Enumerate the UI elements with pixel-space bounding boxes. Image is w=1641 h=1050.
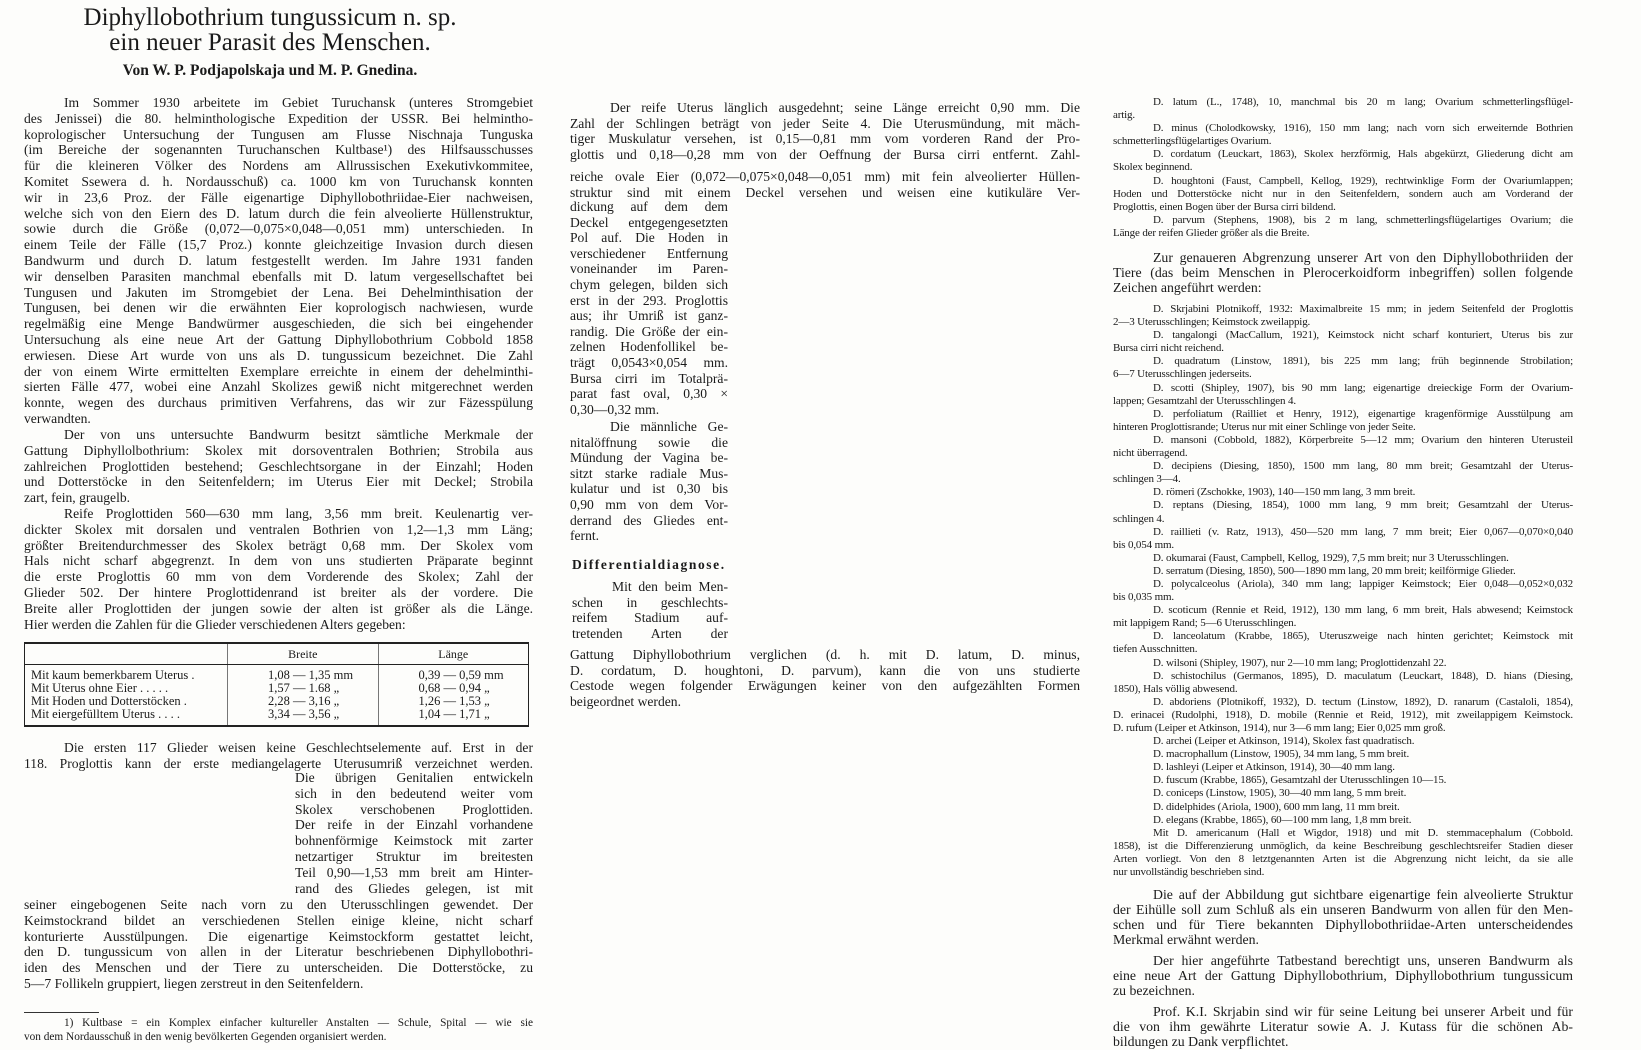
text-line: verschiedener Entfernung — [570, 245, 728, 261]
text-line: erst in der 293. Proglottis — [570, 292, 728, 308]
text-line: Bursa cirri im Totalprä- — [570, 370, 728, 386]
species-entry — [1113, 552, 1573, 565]
paragraph-genital-elements-narrow — [295, 770, 533, 896]
paragraph-comparison — [570, 647, 1080, 709]
text-line: tretenden Arten der — [572, 625, 728, 641]
text-line: wir denselben Parasiten manchmal ebenfalls mit D. latum vergesellschaftet bei — [24, 268, 533, 284]
species-entry — [1113, 434, 1573, 460]
text-line: nitalöffnung sowie die — [570, 434, 728, 450]
species-list-animals — [1113, 303, 1573, 879]
species-entry — [1113, 122, 1573, 148]
text-line: Die auf der Abbildung gut sichtbare eigenartige fein alveolierte Struktur — [1153, 887, 1573, 902]
paragraph-genus-characteristics — [24, 427, 533, 506]
row-label: Mit Hoden und Dotterstöcken . — [31, 694, 187, 708]
text-line: der von einem Wirte ermittelten Exemplare erreichte in einem der dehelminthi- — [24, 363, 533, 379]
laenge-value: 1,26 — 1,53 „ — [378, 695, 529, 708]
paragraph-comparison-narrow — [572, 579, 728, 641]
species-entry — [1113, 630, 1573, 656]
text-line: schlingen 3—4. — [1113, 473, 1181, 486]
measurements-table — [24, 642, 529, 727]
text-line: D. fuscum (Krabbe, 1865), Gesamtzahl der Uterusschlingen 10—15. — [1153, 774, 1447, 787]
measurements-table-wrapper — [24, 642, 529, 727]
text-line: 0,30—0,32 mm. — [570, 401, 660, 417]
text-line: sitzt starke radiale Mus- — [570, 465, 728, 481]
text-line: D. polycalceolus (Ariola), 340 mm lang; lappiger Keimstock; Eier 0,048—0,052×0,032 — [1153, 577, 1573, 590]
text-line: fernt. — [570, 528, 600, 544]
text-line: Hier werden die Zahlen für die Glieder verschiedenen Alters gegeben: — [24, 616, 406, 632]
text-line: D. cordatum (Leuckart, 1863), Skolex herzförmig, Hals abgekürzt, Gliederung dicht am — [1153, 148, 1573, 161]
text-line: 5—7 Follikeln gruppiert, liegen zerstreut in den Seitenfeldern. — [24, 975, 364, 991]
text-line: Reife Proglottiden 560—630 mm lang, 3,56 mm breit. Keulenartig ver- — [64, 506, 533, 521]
text-line: einem Teile der Fälle (15,7 Proz.) konnte gleichzeitige Invasion durch diesen — [24, 237, 533, 253]
text-line: reifem Stadium auf- — [572, 610, 728, 626]
paragraph-conclusion — [1113, 953, 1573, 998]
text-line: Cestode wegen folgender Erwägungen keiner von den aufgezählten Formen — [570, 678, 1080, 694]
text-line: Bandwurm und durch D. latum festgestellt werden. Im Jahre 1931 fanden — [24, 252, 533, 268]
text-line: kulatur und ist 0,30 bis — [570, 481, 728, 497]
species-entry — [1113, 499, 1573, 525]
text-line: Der reife in der Einzahl vorhandene — [295, 817, 533, 833]
text-line: 118. Proglottis kann der erste mediangelagerte Uterusumriß verzeichnet werden. — [24, 755, 533, 771]
text-line: parat fast oval, 0,30 × — [570, 386, 728, 402]
species-entry — [1113, 175, 1573, 214]
text-line: die von ihm gewährte Literatur sowie A. J. Kutass für die schönen Ab- — [1113, 1019, 1573, 1034]
footnote — [24, 1016, 533, 1044]
text-line: wir in 23,6 Proz. der Fälle eigenartige Diphyllobothriidae-Eier nachweisen, — [24, 189, 533, 205]
text-line: Arten vorliegt. Von den 8 letztgenannten Arten ist die Abgrenzung nicht leicht, da sie alle — [1113, 852, 1573, 865]
text-line: Tungusen und Jakuten im Stromgebiet der Lena. Bei Dehelminthisation der — [24, 284, 533, 300]
text-line: von dem Nordausschuß in den wenig bevölkerten Gegenden organisiert werden. — [24, 1031, 387, 1043]
text-line: und Dotterstöcke in den Seitenfeldern; im Uterus Eier mit Deckel; Strobila — [24, 474, 533, 490]
text-line: erwiesen. Diese Art wurde von uns als D. tungussicum bezeichnet. Die Zahl — [24, 347, 533, 363]
laenge-value: 0,68 — 0,94 „ — [378, 682, 529, 695]
text-line: Hals nicht scharf abgegrenzt. In dem von uns studierten Präparate beginnt — [24, 553, 533, 569]
text-line: struktur sind mit einem Deckel versehen und weisen eine kutikuläre Ver- — [570, 184, 1080, 200]
paragraph-delimitation — [1113, 250, 1573, 295]
text-line: derrand des Gliedes ent- — [570, 512, 728, 528]
text-line: Im Sommer 1930 arbeitete im Gebiet Turuchansk (unteres Stromgebiet — [64, 95, 533, 110]
text-line: D. lanceolatum (Krabbe, 1865), Uteruszweige nach hinten gerichtet; Keimstock mit — [1153, 630, 1573, 643]
text-line: hinteren Proglottisrande; Uterus nur mit einer Schlinge von jeder Seite. — [1113, 420, 1416, 433]
text-line: Teil 0,90—1,53 mm breit am Hinter- — [295, 864, 533, 880]
row-label: Mit eiergefülltem Uterus . . . . — [31, 707, 181, 721]
laenge-value: 1,04 — 1,71 „ — [378, 708, 529, 726]
text-line: bildungen zu Dank verpflichtet. — [1113, 1034, 1289, 1049]
species-entry — [1113, 148, 1573, 174]
text-line: Die ersten 117 Glieder weisen keine Geschlechtselemente auf. Erst in der — [64, 740, 533, 755]
text-line: D. römeri (Zschokke, 1903), 140—150 mm lang, 3 mm breit. — [1153, 486, 1416, 499]
paragraph-genital-elements — [24, 740, 533, 772]
text-line: artig. — [1113, 109, 1136, 122]
species-list-human — [1113, 96, 1573, 240]
text-line: regelmäßig eine Menge Bandwürmer ausgeschieden, die sich bei eingehender — [24, 316, 533, 332]
text-line: D. minus (Cholodkowsky, 1916), 150 mm lang; nach vorn sich erweiternde Bothrien — [1153, 122, 1573, 135]
species-entry — [1113, 735, 1573, 748]
text-line: D. latum (L., 1748), 10, manchmal bis 20 m lang; Ovarium schmetterlingsflügel- — [1153, 96, 1573, 108]
species-entry — [1113, 329, 1573, 355]
table-row — [25, 708, 529, 726]
text-line: zelnen Hodenfollikel be- — [570, 339, 728, 355]
text-line: bohnenförmige Keimstock mit zarter — [295, 833, 533, 849]
species-entry — [1113, 408, 1573, 434]
text-line: schmetterlingsflügelartiges Ovarium. — [1113, 135, 1272, 148]
breite-value: 1,57 — 1.68 „ — [228, 682, 379, 695]
text-line: D. cordatum, D. houghtoni, D. parvum), kann die von uns studierte — [570, 662, 1080, 678]
text-line: Der reife Uterus länglich ausgedehnt; seine Länge erreicht 0,90 mm. Die — [610, 100, 1080, 115]
text-line: D. coniceps (Linstow, 1905), 30—40 mm lang, 5 mm breit. — [1153, 787, 1407, 800]
species-entry — [1113, 814, 1573, 827]
species-entry — [1113, 303, 1573, 329]
text-line: D. archei (Leiper et Atkinson, 1914), Skolex fast quadratisch. — [1153, 735, 1415, 748]
text-line: zu bezeichnen. — [1113, 983, 1195, 998]
text-line: aus; ihr Umriß ist ganz- — [570, 308, 728, 324]
text-line: den D. tungussicum von allen in der Literatur beschriebenen Diphyllobothri- — [24, 944, 533, 960]
text-line: seiner eingebogenen Seite nach vorn zu den Uterusschlingen gewendet. Der — [24, 897, 533, 912]
species-entry — [1113, 526, 1573, 552]
text-line: D. lashleyi (Leiper et Atkinson, 1914), 30—40 mm lang. — [1153, 761, 1395, 774]
text-line: Mündung der Vagina be- — [570, 450, 728, 466]
text-line: konturierte Ausstülpungen. Die eigenartige Keimstockform gestattet leicht, — [24, 928, 533, 944]
text-line: D. wilsoni (Shipley, 1907), nur 2—10 mm lang; Proglottidenzahl 22. — [1153, 656, 1447, 669]
species-entry — [1113, 827, 1573, 879]
text-line: tiefen Ausschnitten. — [1113, 643, 1198, 656]
text-line: Zur genaueren Abgrenzung unserer Art von den Diphyllobothriiden der — [1153, 250, 1573, 265]
text-line: D. reptans (Diesing, 1854), 1000 mm lang, 9 mm breit; Gesamtzahl der Uterus- — [1153, 499, 1573, 512]
text-line: tiger Muskulatur versehen, ist 0,15—0,81 mm vom vorderen Rand der Pro- — [570, 131, 1080, 147]
species-entry — [1113, 604, 1573, 630]
species-entry — [1113, 761, 1573, 774]
text-line: der Eihülle soll zum Schluß als ein unseren Bandwurm von allen für den Men- — [1113, 902, 1573, 917]
text-line: D. raillieti (v. Ratz, 1913), 450—520 mm lang, 7 mm breit; Eier 0,067—0,070×0,040 — [1153, 525, 1573, 538]
text-line: D. rufum (Leiper et Atkinson, 1914), nur 3—6 mm lang; Eier 0,025 mm groß. — [1113, 722, 1446, 734]
text-line: D. tangalongi (MacCallum, 1921), Keimstock nicht scharf konturiert, Uterus bis zur — [1153, 329, 1573, 342]
species-entry — [1113, 355, 1573, 381]
text-line: bis 0,035 mm. — [1113, 591, 1174, 604]
text-line: glottis und 0,18—0,28 mm von der Oeffnung der Bursa cirri entfernt. Zahl- — [570, 146, 1080, 162]
text-line: D. didelphides (Ariola, 1900), 600 mm lang, 11 mm breit. — [1153, 800, 1400, 813]
species-entry — [1113, 696, 1573, 735]
paragraph-proglottid-measurements — [24, 506, 533, 632]
text-line: D. Skrjabini Plotnikoff, 1932: Maximalbreite 15 mm; in jedem Seitenfeld der Proglottis — [1153, 303, 1573, 315]
text-line: D. macrophallum (Linstow, 1905), 34 mm lang, 5 mm breit. — [1153, 748, 1410, 761]
text-line: des Jenissei) die 80. helminthologische Expedition der USSR. Bei helmintho- — [24, 110, 533, 126]
text-line: dickter Skolex mit dorsalen und ventralen Bothrien von 1,2—1,3 mm Läng; — [24, 521, 533, 537]
text-line: Tiere (das beim Menschen in Plerocerkoidform inbegriffen) sollen folgende — [1113, 265, 1573, 280]
table-header-laenge: Länge — [378, 643, 529, 665]
text-line: Prof. K.I. Skrjabin sind wir für seine Leitung bei unserer Arbeit und für — [1153, 1004, 1573, 1019]
text-line: netzartiger Struktur im breitesten — [295, 848, 533, 864]
species-entry — [1113, 96, 1573, 122]
text-line: Breite aller Proglottiden der jungen sowie der alten ist größer als die Länge. — [24, 600, 533, 616]
text-line: dickung auf dem dem — [570, 199, 728, 214]
paragraph-acknowledgements — [1113, 1004, 1573, 1049]
text-line: Die übrigen Genitalien entwickeln — [295, 770, 533, 785]
breite-value: 1,08 — 1,35 mm — [228, 665, 379, 683]
text-line: Zahl der Schlingen beträgt von jeder Seite 4. Die Uterusmündung, mit mäch- — [570, 115, 1080, 131]
species-entry — [1113, 486, 1573, 499]
text-line: D. schistochilus (Germanos, 1895), D. maculatum (Leuckart, 1848), D. hians (Diesing, — [1153, 669, 1573, 682]
text-line: (im Bereiche der sogenannten Turuchanschen Kultbase¹) des Hilfsausschusses — [24, 142, 533, 158]
row-label: Mit kaum bemerkbarem Uterus . — [31, 668, 195, 682]
row-label: Mit Uterus ohne Eier . . . . . — [31, 681, 169, 695]
text-line: nicht überragend. — [1113, 447, 1188, 460]
text-line: reiche ovale Eier (0,072—0,075×0,048—0,051 mm) mit fein alveolierter Hüllen- — [570, 169, 1080, 184]
text-line: D. scotti (Shipley, 1907), bis 90 mm lang; eigenartige dreieckige Form der Ovarium- — [1153, 381, 1573, 394]
text-line: iden des Menschen und der Tiere zu unterscheiden. Die Dotterstöcke, zu — [24, 960, 533, 976]
species-entry — [1113, 382, 1573, 408]
text-line: zart, fein, graugelb. — [24, 490, 131, 506]
text-line: Skolex verschobenen Proglottiden. — [295, 801, 533, 817]
text-line: Glieder 502. Der hintere Proglottidenrand ist breiter als der vordere. Die — [24, 584, 533, 600]
text-line: D. perfoliatum (Railliet et Henry, 1912), eigenartige kragenförmige Ausstülpung am — [1153, 407, 1573, 420]
text-line: konnte, wegen des durchaus primitiven Verfahrens, das wir zur Fäzesspülung — [24, 395, 533, 411]
paragraph-eggs — [570, 169, 1080, 200]
text-line: randig. Die Größe der ein- — [570, 323, 728, 339]
text-line: trägt 0,0543×0,054 mm. — [570, 354, 728, 370]
text-line: sierten Fälle 477, wobei eine Anzahl Skolizes gewiß nicht mitgerechnet werden — [24, 379, 533, 395]
text-line: D. elegans (Krabbe, 1865), 60—100 mm lang, 1,8 mm breit. — [1153, 813, 1412, 826]
text-line: größter Breitendurchmesser des Skolex beträgt 0,68 mm. Der Skolex vom — [24, 537, 533, 553]
text-line: 2—3 Uterusschlingen; Keimstock zweilappig. — [1113, 316, 1311, 329]
text-line: Gattung Diphyllolbothrium: Skolex mit dorsoventralen Bothrien; Strobila aus — [24, 442, 533, 458]
text-line: 0,90 mm von dem Vor- — [570, 496, 728, 512]
article-title-line-2: ein neuer Parasit des Menschen. — [109, 29, 431, 56]
text-line: Komitet Ssewera d. h. Nordausschuß) ca. 1000 km von Turuchansk konnten — [24, 173, 533, 189]
text-line: Der hier angeführte Tatbestand berechtigt uns, unseren Bandwurm als — [1153, 953, 1573, 968]
text-line: 6—7 Uterusschlingen jederseits. — [1113, 368, 1252, 381]
species-entry — [1113, 460, 1573, 486]
text-line: schen in geschlechts- — [572, 594, 728, 610]
species-entry — [1113, 657, 1573, 670]
text-line: lappen; Gesamtzahl der Uterusschlingen 4. — [1113, 394, 1296, 407]
text-line: D. serratum (Diesing, 1850), 500—1890 mm lang, 20 mm breit; keilförmige Glieder. — [1153, 564, 1516, 577]
text-line: Zeichen angeführt werden: — [1113, 280, 1262, 295]
text-line: 1858), ist die Differenzierung unmöglich, da keine Beschreibung geschlechtsreifer Stadien dieser — [1113, 839, 1573, 852]
text-line: D. erinacei (Rudolphi, 1918), D. mobile (Rennie et Reid, 1912), mit zweilappigem Keimstock. — [1113, 708, 1573, 721]
paragraph-uterus — [570, 100, 1080, 162]
article-authors: Von W. P. Podjapolskaja und M. P. Gnedina. — [122, 62, 418, 79]
species-entry — [1113, 565, 1573, 578]
text-line: welche sich von den Eiern des D. latum durch die fein alveolierte Hüllenstruktur, — [24, 205, 533, 221]
species-entry — [1113, 670, 1573, 696]
breite-value: 3,34 — 3,56 „ — [228, 708, 379, 726]
text-line: Gattung Diphyllobothrium verglichen (d. h. mit D. latum, D. minus, — [570, 647, 1080, 662]
text-line: sich in den bedeutend weiter vom — [295, 785, 533, 801]
text-line: Merkmal erwähnt werden. — [1113, 932, 1259, 947]
text-line: Bursa cirri nicht reichend. — [1113, 342, 1224, 355]
table-header-label — [25, 643, 228, 665]
text-line: verwandten. — [24, 410, 91, 426]
text-line: schen und für Tiere bekannten Diphyllobothriidae-Arten unterscheidendes — [1113, 917, 1573, 932]
text-line: koprologischer Untersuchung der Tungusen am Flusse Nischnaja Tunguska — [24, 126, 533, 142]
table-row — [25, 665, 529, 683]
text-line: nur unvollständig beschrieben sind. — [1113, 866, 1265, 879]
text-line: Pol auf. Die Hoden in — [570, 230, 728, 246]
text-line: Länge der reifen Glieder größer als die Breite. — [1113, 226, 1310, 239]
paragraph-genital-elements-continued — [24, 897, 533, 992]
text-line: Mit den beim Men- — [612, 579, 728, 594]
text-line: eine neue Art der Gattung Diphyllobothrium, Diphyllobothrium tungussicum — [1113, 968, 1573, 983]
text-line: Skolex beginnend. — [1113, 161, 1193, 174]
section-heading-differentialdiagnose: Differentialdiagnose. — [572, 557, 726, 572]
text-line: D. scoticum (Rennie et Reid, 1912), 130 mm lang, 6 mm breit, Hals abwesend; Keimstock — [1153, 604, 1573, 617]
text-line: 1850), Hals völlig abwesend. — [1113, 682, 1238, 695]
text-line: D. abdoriens (Plotnikoff, 1932), D. tectum (Linstow, 1892), D. ranarum (Castaloli, 1854), — [1153, 695, 1573, 708]
text-line: D. houghtoni (Faust, Campbell, Kellog, 1929), rechtwinklige Form der Ovariumlappen; — [1153, 174, 1573, 187]
text-line: sowie durch die Größe (0,072—0,075×0,048—0,051 mm) unterschieden. In — [24, 221, 533, 237]
species-entry — [1113, 801, 1573, 814]
paragraph-testes — [570, 199, 728, 417]
table-header-breite: Breite — [228, 643, 379, 665]
text-line: D. okumarai (Faust, Campbell, Kellog, 1929), 7,5 mm breit; nur 3 Uterusschlingen. — [1153, 551, 1509, 564]
text-line: Der von uns untersuchte Bandwurm besitzt sämtliche Merkmale der — [64, 427, 533, 442]
text-line: Tungusen, bei denen wir die erwähnten Eier koprologisch nachwiesen, wurde — [24, 300, 533, 316]
laenge-value: 0,39 — 0,59 mm — [378, 665, 529, 683]
text-line: Mit D. americanum (Hall et Wigdor, 1918) und mit D. stemmacephalum (Cobbold. — [1153, 826, 1573, 839]
paragraph-introduction — [24, 95, 533, 427]
text-line: D. quadratum (Linstow, 1891), bis 225 mm lang; früh beginnende Strobilation; — [1153, 355, 1573, 368]
breite-value: 2,28 — 3,16 „ — [228, 695, 379, 708]
species-entry — [1113, 578, 1573, 604]
article-title-line-1: Diphyllobothrium tungussicum n. sp. — [83, 4, 457, 31]
text-line: mit lappigem Rand; 5—6 Uterusschlingen. — [1113, 617, 1297, 630]
species-entry — [1113, 214, 1573, 240]
text-line: Hoden und Dotterstöcke nicht nur in den Seitenfeldern, sondern auch am Vorderand der — [1113, 187, 1573, 200]
text-line: D. decipiens (Diesing, 1850), 1500 mm lang, 80 mm breit; Gesamtzahl der Uterus- — [1153, 460, 1573, 473]
text-line: rand des Gliedes gelegen, ist mit — [295, 880, 533, 896]
text-line: schlingen 4. — [1113, 512, 1165, 525]
text-line: D. parvum (Stephens, 1908), bis 2 m lang, schmetterlingsflügelartiges Ovarium; die — [1153, 213, 1573, 226]
text-line: D. mansoni (Cobbold, 1882), Körperbreite 5—12 mm; Ovarium den hinteren Uterusteil — [1153, 433, 1573, 446]
text-line: bis 0,054 mm. — [1113, 538, 1174, 551]
footnote-divider — [24, 1012, 99, 1013]
text-line: voneinander im Paren- — [570, 261, 728, 277]
species-entry — [1113, 787, 1573, 800]
text-line: 1) Kultbase = ein Komplex einfacher kultureller Anstalten — Schule, Spital — wie sie — [64, 1017, 533, 1029]
text-line: die erste Proglottis 60 mm von dem Vorderende des Skolex; Zahl der — [24, 569, 533, 585]
species-entry — [1113, 774, 1573, 787]
paragraph-egg-structure — [1113, 887, 1573, 947]
paragraph-genital-opening — [570, 419, 728, 544]
text-line: Keimstockrand bildet an verschiedenen Stellen einige kleine, nicht scharf — [24, 912, 533, 928]
text-line: beigeordnet werden. — [570, 693, 681, 709]
text-line: Untersuchung als eine neue Art der Gattung Diphyllobothrium Cobbold 1858 — [24, 331, 533, 347]
text-line: Proglottis, einen Bogen über der Bursa cirri bildend. — [1113, 200, 1336, 213]
text-line: Die männliche Ge- — [610, 419, 728, 434]
species-entry — [1113, 748, 1573, 761]
text-line: chym gelegen, bilden sich — [570, 276, 728, 292]
text-line: Deckel entgegengesetzten — [570, 214, 728, 230]
text-line: für die kleineren Völker des Nordens am Allrussischen Exekutivkommitee, — [24, 158, 533, 174]
text-line: zahlreichen Proglottiden bestehend; Geschlechtsorgane in der Einzahl; Hoden — [24, 458, 533, 474]
